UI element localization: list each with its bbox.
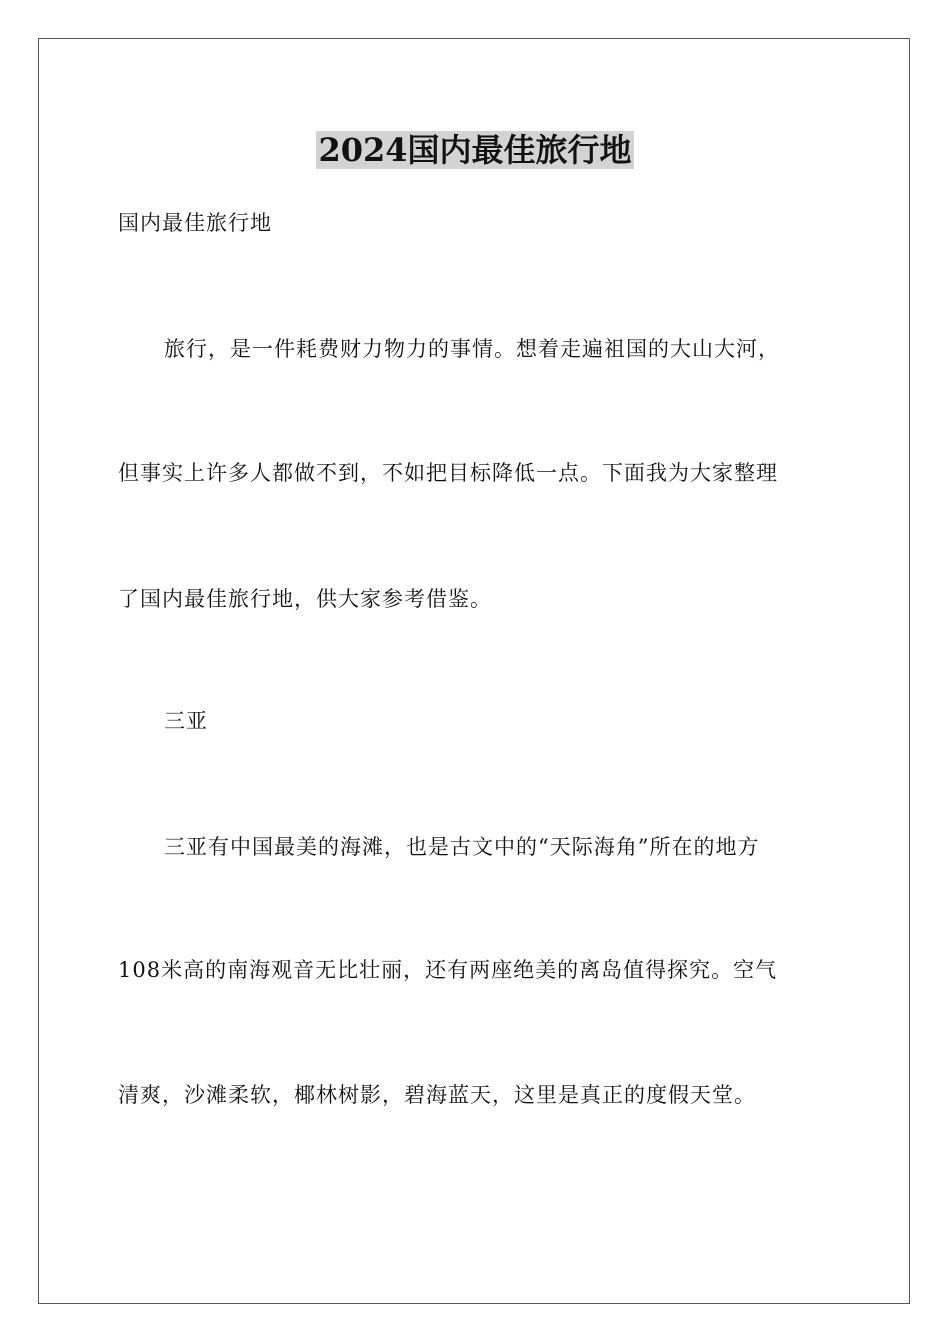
- intro-line-3: 了国内最佳旅行地，供大家参考借鉴。: [118, 587, 492, 611]
- document-title-text: 2024国内最佳旅行地: [318, 131, 632, 169]
- section-line-2: 108米高的南海观音无比壮丽，还有两座绝美的离岛值得探究。空气: [118, 958, 778, 982]
- section-line-1: 三亚有中国最美的海滩，也是古文中的“天际海角”所在的地方: [164, 835, 760, 859]
- intro-line-2: 但事实上许多人都做不到，不如把目标降低一点。下面我为大家整理: [118, 461, 778, 485]
- intro-line-1: 旅行，是一件耗费财力物力的事情。想着走遍祖国的大山大河，: [164, 337, 780, 361]
- section-line-3: 清爽，沙滩柔软，椰林树影，碧海蓝天，这里是真正的度假天堂。: [118, 1083, 756, 1107]
- section-heading-sanya: 三亚: [164, 709, 208, 733]
- document-subtitle: 国内最佳旅行地: [118, 211, 272, 235]
- document-title: [0, 128, 950, 172]
